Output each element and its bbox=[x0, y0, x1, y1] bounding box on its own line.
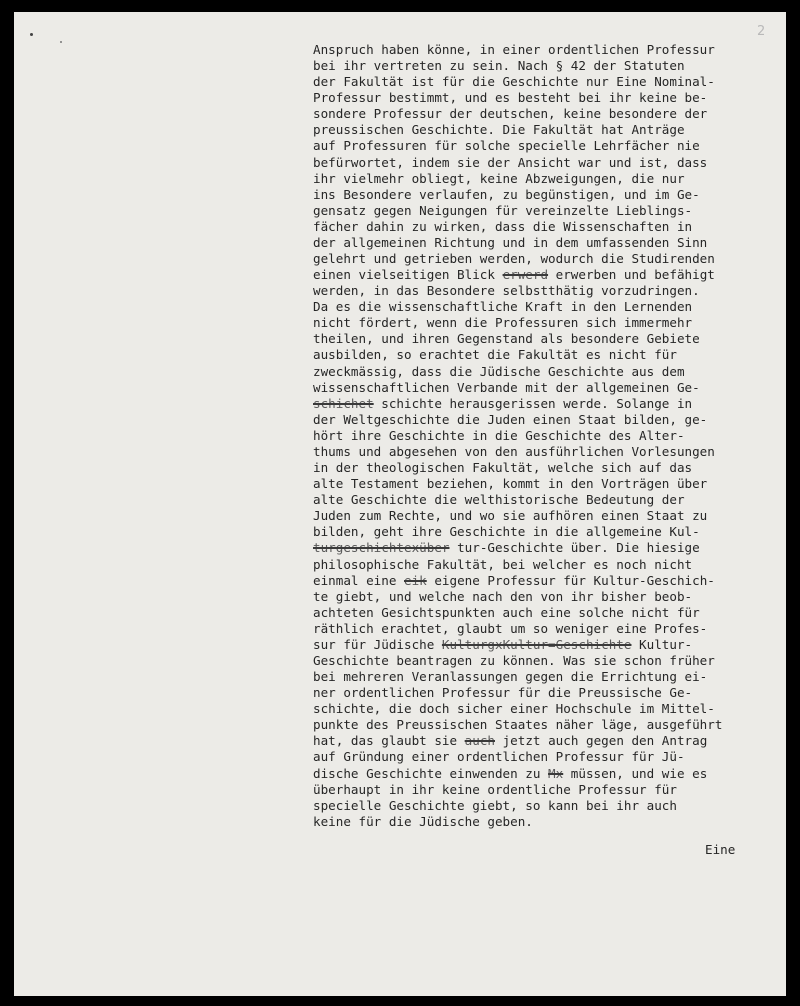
text-line bbox=[313, 476, 788, 492]
text-line bbox=[313, 122, 788, 138]
text-segment: ausbilden, so erachtet die Fakultät es nicht für bbox=[313, 347, 677, 363]
text-segment: Da es die wissenschaftliche Kraft in den Lernenden bbox=[313, 299, 693, 315]
text-line bbox=[313, 798, 788, 814]
text-line bbox=[313, 508, 788, 524]
text-segment: der Weltgeschichte die Juden einen Staat bilden, ge- bbox=[313, 411, 708, 427]
text-segment: Geschichte beantragen zu können. Was sie schon früher bbox=[313, 652, 715, 668]
text-segment: alte Geschichte die welthistorische Bedeutung der bbox=[313, 492, 685, 508]
struck-out-text: schichet bbox=[313, 395, 374, 411]
text-segment: gelehrt und getrieben werden, wodurch die Studirenden bbox=[313, 251, 715, 267]
text-segment: überhaupt in ihr keine ordentliche Professur für bbox=[313, 781, 677, 797]
text-segment: theilen, und ihren Gegenstand als besondere Gebiete bbox=[313, 331, 700, 347]
paper-speck bbox=[30, 33, 33, 36]
text-line bbox=[313, 187, 788, 203]
text-segment: bilden, geht ihre Geschichte in die allgemeine Kul- bbox=[313, 524, 700, 540]
text-line bbox=[313, 766, 788, 782]
text-line bbox=[313, 364, 788, 380]
text-line bbox=[313, 235, 788, 251]
struck-out-text: auch bbox=[464, 733, 495, 749]
text-segment: ins Besondere verlaufen, zu begünstigen, und im Ge- bbox=[313, 186, 700, 202]
text-line bbox=[313, 106, 788, 122]
text-line bbox=[313, 90, 788, 106]
text-segment: der allgemeinen Richtung und in dem umfassenden Sinn bbox=[313, 234, 708, 250]
text-segment: befürwortet, indem sie der Ansicht war und ist, dass bbox=[313, 154, 708, 170]
text-segment: punkte des Preussischen Staates näher läge, ausgeführt bbox=[313, 717, 723, 733]
text-line bbox=[313, 589, 788, 605]
text-line bbox=[313, 669, 788, 685]
text-line bbox=[313, 460, 788, 476]
text-line bbox=[313, 267, 788, 283]
text-segment: einen vielseitigen Blick bbox=[313, 267, 503, 283]
text-line bbox=[313, 637, 788, 653]
struck-out-text: KulturgxKultur=Geschichte bbox=[441, 636, 632, 652]
text-segment: wissenschaftlichen Verbande mit der allgemeinen Ge- bbox=[313, 379, 700, 395]
text-segment: einmal eine bbox=[313, 572, 404, 588]
text-line bbox=[313, 299, 788, 315]
text-line bbox=[313, 42, 788, 58]
text-segment: räthlich erachtet, glaubt um so weniger eine Profes- bbox=[313, 620, 708, 636]
text-segment: Juden zum Rechte, und wo sie aufhören einen Staat zu bbox=[313, 508, 708, 524]
text-segment: te giebt, und welche nach den von ihr bisher beob- bbox=[313, 588, 693, 604]
text-line bbox=[313, 74, 788, 90]
text-line bbox=[313, 557, 788, 573]
text-segment: der Fakultät ist für die Geschichte nur Eine Nominal- bbox=[313, 74, 715, 90]
text-line bbox=[313, 814, 788, 830]
paper-speck bbox=[60, 41, 62, 43]
text-segment: philosophische Fakultät, bei welcher es noch nicht bbox=[313, 556, 693, 572]
typed-body-text bbox=[313, 42, 788, 830]
text-line bbox=[313, 251, 788, 267]
text-segment: auf Gründung einer ordentlichen Professur für Jü- bbox=[313, 749, 685, 765]
text-line bbox=[313, 155, 788, 171]
text-segment: bei ihr vertreten zu sein. Nach § 42 der Statuten bbox=[313, 58, 685, 74]
text-line bbox=[313, 428, 788, 444]
text-segment: fächer dahin zu wirken, dass die Wissenschaften in bbox=[313, 218, 693, 234]
text-segment: tur-Geschichte über. Die hiesige bbox=[449, 540, 700, 556]
text-segment: alte Testament beziehen, kommt in den Vorträgen über bbox=[313, 476, 708, 492]
text-line bbox=[313, 621, 788, 637]
text-segment: hat, das glaubt sie bbox=[313, 733, 465, 749]
text-line bbox=[313, 380, 788, 396]
text-segment: eigene Professur für Kultur-Geschich- bbox=[426, 572, 715, 588]
text-segment: erwerben und befähigt bbox=[548, 267, 715, 283]
text-line bbox=[313, 444, 788, 460]
text-line bbox=[313, 347, 788, 363]
text-segment: ihr vielmehr obliegt, keine Abzweigungen, die nur bbox=[313, 170, 685, 186]
text-segment: müssen, und wie es bbox=[563, 765, 708, 781]
text-line bbox=[313, 315, 788, 331]
text-line bbox=[313, 540, 788, 556]
text-segment: keine für die Jüdische geben. bbox=[313, 813, 533, 829]
text-segment: Anspruch haben könne, in einer ordentlichen Professur bbox=[313, 42, 715, 57]
text-line bbox=[313, 685, 788, 701]
text-line bbox=[313, 138, 788, 154]
text-line bbox=[313, 573, 788, 589]
text-segment: Professur bestimmt, und es besteht bei ihr keine be- bbox=[313, 90, 708, 106]
text-line bbox=[313, 171, 788, 187]
struck-out-text: erwerd bbox=[502, 267, 549, 283]
struck-out-text: turgeschichtexüber bbox=[313, 540, 450, 556]
text-segment: thums und abgesehen von den ausführlichen Vorlesungen bbox=[313, 443, 715, 459]
text-line bbox=[313, 412, 788, 428]
text-segment: jetzt auch gegen den Antrag bbox=[495, 733, 708, 749]
text-segment: auf Professuren für solche specielle Lehrfächer nie bbox=[313, 138, 700, 154]
text-line bbox=[313, 701, 788, 717]
page-number: 2 bbox=[757, 24, 766, 39]
struck-out-text: Mx bbox=[548, 765, 564, 781]
catchword: Eine bbox=[705, 842, 736, 857]
text-line bbox=[313, 653, 788, 669]
text-segment: nicht fördert, wenn die Professuren sich immermehr bbox=[313, 315, 693, 331]
text-segment: werden, in das Besondere selbstthätig vorzudringen. bbox=[313, 283, 700, 299]
text-segment: sur für Jüdische bbox=[313, 636, 442, 652]
text-segment: preussischen Geschichte. Die Fakultät hat Anträge bbox=[313, 122, 685, 138]
text-segment: bei mehreren Veranlassungen gegen die Errichtung ei- bbox=[313, 669, 708, 685]
text-segment: sondere Professur der deutschen, keine besondere der bbox=[313, 106, 708, 122]
text-line bbox=[313, 283, 788, 299]
text-line bbox=[313, 782, 788, 798]
text-segment: dische Geschichte einwenden zu bbox=[313, 765, 549, 781]
text-line bbox=[313, 219, 788, 235]
text-segment: Kultur- bbox=[631, 636, 693, 652]
text-line bbox=[313, 203, 788, 219]
text-line bbox=[313, 717, 788, 733]
text-line bbox=[313, 524, 788, 540]
text-line bbox=[313, 605, 788, 621]
text-line bbox=[313, 749, 788, 765]
text-line bbox=[313, 396, 788, 412]
struck-out-text: eik bbox=[404, 572, 427, 588]
text-line bbox=[313, 331, 788, 347]
text-segment: gensatz gegen Neigungen für vereinzelte Lieblings- bbox=[313, 202, 693, 218]
text-segment: ner ordentlichen Professur für die Preussische Ge- bbox=[313, 685, 693, 701]
text-line bbox=[313, 492, 788, 508]
text-segment: achteten Gesichtspunkten auch eine solche nicht für bbox=[313, 604, 700, 620]
text-segment: hört ihre Geschichte in die Geschichte des Alter- bbox=[313, 427, 685, 443]
text-segment: specielle Geschichte giebt, so kann bei ihr auch bbox=[313, 797, 677, 813]
text-line bbox=[313, 58, 788, 74]
text-segment: schichte, die doch sicher einer Hochschule im Mittel- bbox=[313, 701, 715, 717]
text-segment: schichte herausgerissen werde. Solange in bbox=[373, 395, 693, 411]
text-segment: zweckmässig, dass die Jüdische Geschichte aus dem bbox=[313, 363, 685, 379]
text-segment: in der theologischen Fakultät, welche sich auf das bbox=[313, 460, 693, 476]
text-line bbox=[313, 733, 788, 749]
